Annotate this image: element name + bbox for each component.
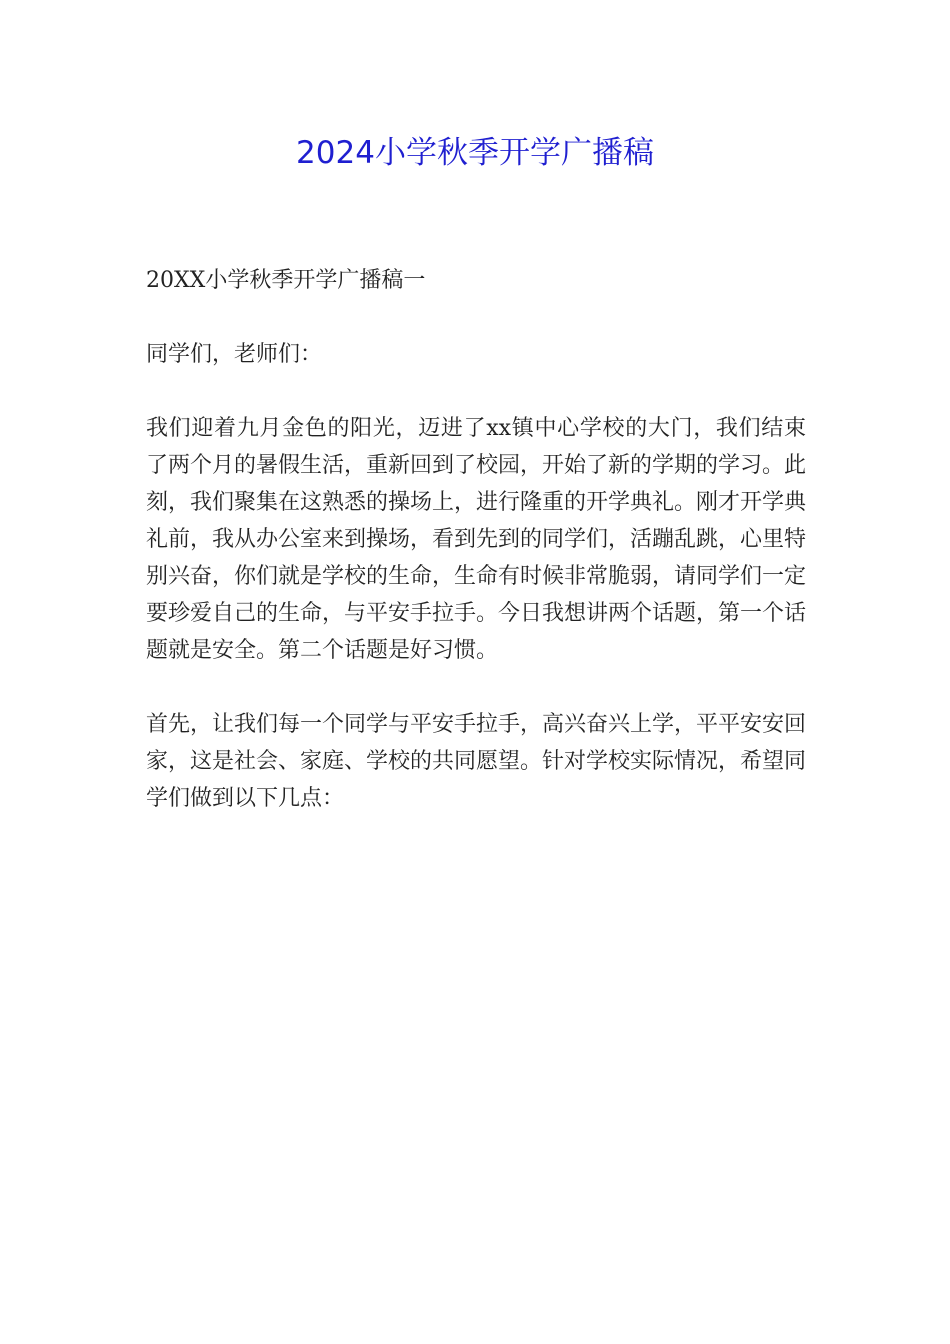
section-heading: 20XX小学秋季开学广播稿一 bbox=[146, 268, 426, 293]
salutation: 同学们，老师们： bbox=[146, 342, 323, 367]
body-paragraph: 我们迎着九月金色的阳光，迈进了xx镇中心学校的大门，我们结束了两个月的暑假生活，重新回到了校园，开始了新的学期的学习。此刻，我们聚集在这熟悉的操场上，进行隆重的开学典礼。刚才开学典礼前，我从办公室来到操场，看到先到的同学们，活蹦乱跳，心里特别兴奋，你们就是学校的生命，生命有时候非常脆弱，请同学们一定要珍爱自己的生命，与平安手拉手。今日我想讲两个话题，第一个话题就是安全。第二个话题是好习惯。 bbox=[146, 416, 807, 663]
document-body bbox=[146, 262, 806, 854]
body-paragraph: 首先，让我们每一个同学与平安手拉手，高兴奋兴上学，平平安安回家，这是社会、家庭、学校的共同愿望。针对学校实际情况，希望同学们做到以下几点： bbox=[146, 712, 807, 811]
document-title: 2024小学秋季开学广播稿 bbox=[296, 135, 654, 171]
